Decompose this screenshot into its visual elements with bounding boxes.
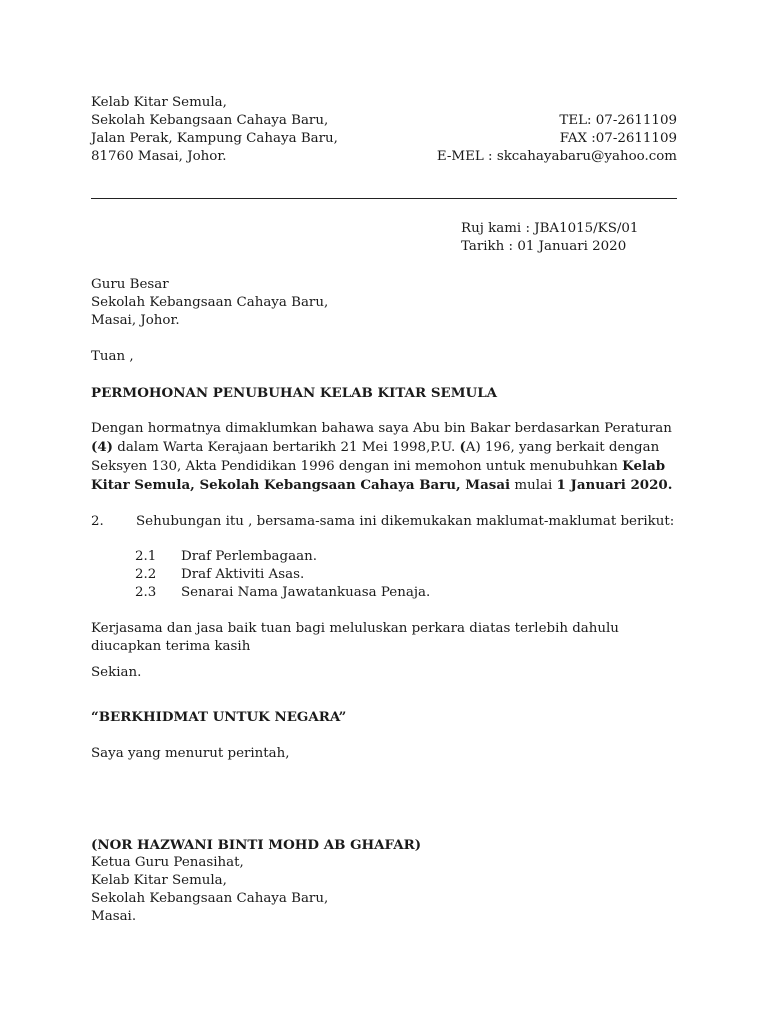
list-item-text: Senarai Nama Jawatankuasa Penaja. [181, 585, 431, 600]
reference-block [461, 220, 638, 256]
sender-address [91, 94, 338, 166]
sender-line: Sekolah Kebangsaan Cahaya Baru, [91, 113, 329, 128]
motto: “BERKHIDMAT UNTUK NEGARA” [91, 709, 347, 725]
sign-off: Saya yang menurut perintah, [91, 746, 290, 761]
header-divider [91, 198, 677, 199]
body-paragraph [91, 420, 681, 495]
list-item-text: Draf Aktiviti Asas. [181, 567, 305, 582]
sender-line: Jalan Perak, Kampung Cahaya Baru, [91, 131, 338, 146]
contact-info [437, 112, 677, 166]
paragraph-number: 2. [91, 514, 104, 529]
body-bold: ( [459, 439, 466, 455]
list-item-text: Draf Perlembagaan. [181, 549, 317, 564]
signatory-line: Ketua Guru Penasihat, [91, 855, 244, 870]
sender-line: Kelab Kitar Semula, [91, 95, 227, 110]
signatory-line: Kelab Kitar Semula, [91, 873, 227, 888]
list-item-number: 2.3 [135, 585, 157, 600]
signature-block [91, 836, 421, 926]
letter-date: Tarikh : 01 Januari 2020 [461, 239, 627, 254]
letter-subject: PERMOHONAN PENUBUHAN KELAB KITAR SEMULA [91, 385, 497, 401]
recipient-line: Guru Besar [91, 277, 169, 292]
club-name: Kelab Kitar Semula, Sekolah Kebangsaan Cahaya Baru, Masai [91, 458, 666, 493]
recipient-line: Masai, Johor. [91, 313, 180, 328]
signatory-line: Masai. [91, 909, 137, 924]
signatory-name: (NOR HAZWANI BINTI MOHD AB GHAFAR) [91, 837, 422, 853]
contact-email: E-MEL : skcahayabaru@yahoo.com [436, 149, 677, 164]
contact-tel: TEL: 07-2611109 [559, 113, 677, 128]
body-text: mulai [510, 478, 557, 493]
body-text: Dengan hormatnya dimaklumkan bahawa saya Abu bin Bakar berdasarkan Peraturan [91, 421, 672, 436]
recipient-address [91, 276, 328, 330]
reference-number: Ruj kami : JBA1015/KS/01 [461, 221, 639, 236]
list-item-number: 2.1 [135, 549, 157, 564]
contact-fax: FAX :07-2611109 [559, 131, 677, 146]
closing-paragraph: Kerjasama dan jasa baik tuan bagi meluluskan perkara diatas terlebih dahulu diucapkan terima kasih [91, 621, 619, 654]
body-text: dalam Warta Kerajaan bertarikh 21 Mei 1998,P.U. [113, 440, 460, 455]
salutation: Tuan , [91, 349, 134, 364]
sender-line: 81760 Masai, Johor. [91, 149, 227, 164]
recipient-line: Sekolah Kebangsaan Cahaya Baru, [91, 295, 329, 310]
sekian: Sekian. [91, 665, 142, 680]
paragraph-text: Sehubungan itu , bersama-sama ini dikemukakan maklumat-maklumat berikut: [136, 514, 675, 529]
start-date: 1 Januari 2020. [556, 477, 673, 493]
list-item-number: 2.2 [135, 567, 157, 582]
signatory-line: Sekolah Kebangsaan Cahaya Baru, [91, 891, 329, 906]
body-text: A) 196, yang berkait dengan Seksyen 130, Akta Pendidikan 1996 dengan ini memohon untuk menubuhkan [91, 440, 660, 474]
body-bold: (4) [91, 439, 113, 455]
